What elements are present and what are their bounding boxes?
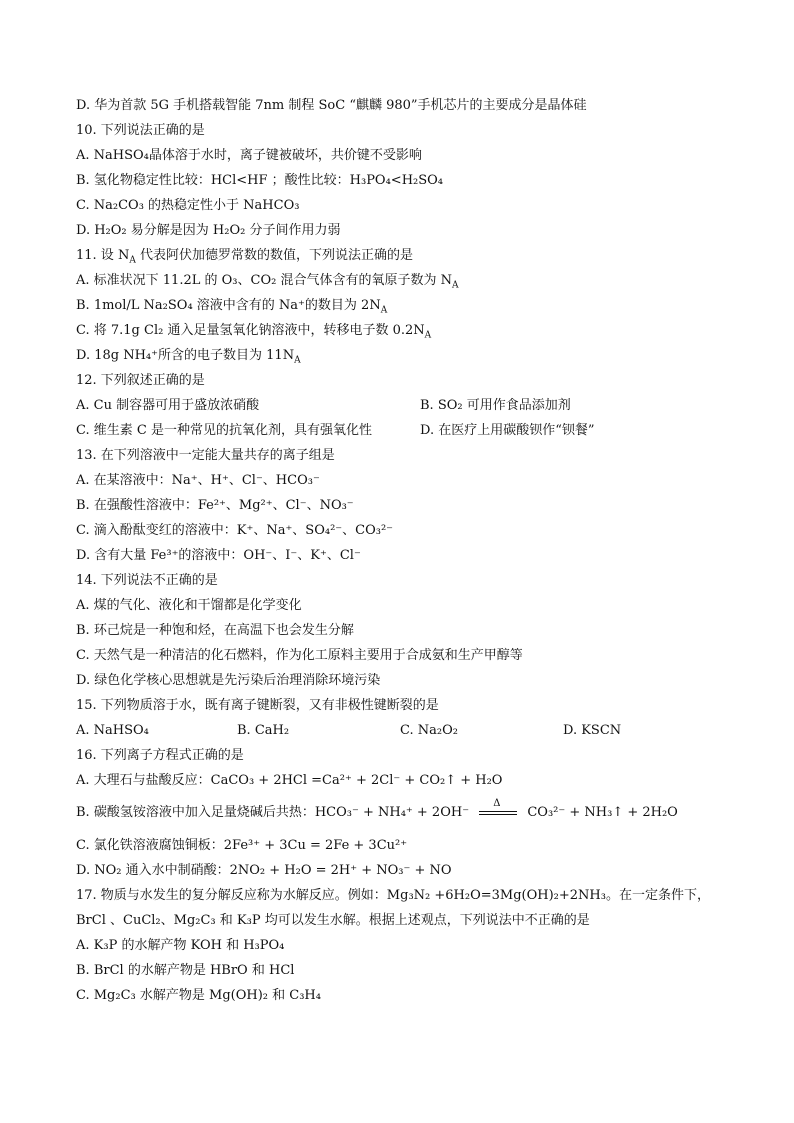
equals-bar-top	[479, 811, 517, 812]
q13-option-d: D. 含有大量 Fe³⁺的溶液中：OH⁻、I⁻、K⁺、Cl⁻	[76, 548, 361, 563]
q17-option-c: C. Mg₂C₃ 水解产物是 Mg(OH)₂ 和 C₃H₄	[76, 988, 321, 1003]
q14-option-d: D. 绿色化学核心思想就是先污染后治理消除环境污染	[76, 673, 381, 688]
q13-option-c: C. 滴入酚酞变红的溶液中：K⁺、Na⁺、SO₄²⁻、CO₃²⁻	[76, 523, 394, 538]
q12-option-d: D. 在医疗上用碳酸钡作“钡餐”	[420, 423, 595, 438]
q15-stem: 15. 下列物质溶于水，既有离子键断裂，又有非极性键断裂的是	[76, 698, 439, 713]
q10-option-d: D. H₂O₂ 易分解是因为 H₂O₂ 分子间作用力弱	[76, 223, 341, 238]
q16-option-d: D. NO₂ 通入水中制硝酸：2NO₂ + H₂O = 2H⁺ + NO₃⁻ + NO	[76, 863, 452, 878]
equals-bar-bottom	[479, 814, 517, 815]
q17-stem-line1: 17. 物质与水发生的复分解反应称为水解反应。例如：Mg₃N₂ +6H₂O=3Mg(OH)₂+2NH₃。在一定条件下，	[76, 888, 710, 903]
q16-option-b	[76, 797, 678, 821]
q13-stem: 13. 在下列溶液中一定能大量共存的离子组是	[76, 448, 335, 463]
equilibrium-heat-sign	[479, 797, 517, 820]
q16-option-a: A. 大理石与盐酸反应：CaCO₃ + 2HCl =Ca²⁺ + 2Cl⁻ + CO₂↑ + H₂O	[76, 773, 503, 788]
q14-stem: 14. 下列说法不正确的是	[76, 573, 218, 588]
q16-option-b-reactants: B. 碳酸氢铵溶液中加入足量烧碱后共热：HCO₃⁻ + NH₄⁺ + 2OH⁻	[76, 805, 470, 820]
q16-option-c: C. 氯化铁溶液腐蚀铜板：2Fe³⁺ + 3Cu = 2Fe + 3Cu²⁺	[76, 838, 408, 853]
q10-stem: 10. 下列说法正确的是	[76, 123, 205, 138]
q17-option-b: B. BrCl 的水解产物是 HBrO 和 HCl	[76, 963, 295, 978]
q12-option-a: A. Cu 制容器可用于盛放浓硝酸	[76, 398, 260, 413]
q16-stem: 16. 下列离子方程式正确的是	[76, 748, 244, 763]
q13-option-b: B. 在强酸性溶液中：Fe²⁺、Mg²⁺、Cl⁻、NO₃⁻	[76, 498, 354, 513]
q14-option-b: B. 环己烷是一种饱和烃，在高温下也会发生分解	[76, 623, 354, 638]
q12-stem: 12. 下列叙述正确的是	[76, 373, 205, 388]
q16-option-b-products: CO₃²⁻ + NH₃↑ + 2H₂O	[527, 805, 678, 820]
q10-option-a: A. NaHSO₄晶体溶于水时，离子键被破坏，共价键不受影响	[76, 148, 422, 163]
q14-option-a: A. 煤的气化、液化和干馏都是化学变化	[76, 598, 302, 613]
q10-option-b: B. 氢化物稳定性比较：HCl<HF ；酸性比较：H₃PO₄<H₂SO₄	[76, 173, 444, 188]
q17-option-a: A. K₃P 的水解产物 KOH 和 H₃PO₄	[76, 938, 285, 953]
q10-option-c: C. Na₂CO₃ 的热稳定性小于 NaHCO₃	[76, 198, 300, 213]
q11-option-b: B. 1mol/L Na₂SO₄ 溶液中含有的 Na⁺的数目为 $2N_A$	[76, 298, 388, 316]
q15-option-d: D. KSCN	[563, 723, 622, 738]
q15-option-b: B. CaH₂	[237, 723, 290, 738]
q9-option-d: D. 华为首款 5G 手机搭载智能 7nm 制程 SoC “麒麟 980”手机芯片的主要成分是晶体硅	[76, 98, 587, 113]
delta-heat-symbol: Δ	[493, 797, 501, 809]
q15-option-c: C. Na₂O₂	[400, 723, 458, 738]
q11-option-d: D. 18g NH₄⁺所含的电子数目为 $11N_A$	[76, 348, 301, 366]
q11-option-a: A. 标准状况下 11.2L 的 O₃、CO₂ 混合气体含有的氧原子数为 $N_A$	[76, 273, 459, 291]
q12-option-c: C. 维生素 C 是一种常见的抗氧化剂，具有强氧化性	[76, 423, 372, 438]
q11-option-c: C. 将 7.1g Cl₂ 通入足量氢氧化钠溶液中，转移电子数 $0.2N_A$	[76, 323, 432, 341]
q11-stem: 11. 设 $N_A$ 代表阿伏加德罗常数的数值，下列说法正确的是	[76, 248, 413, 266]
q12-option-b: B. SO₂ 可用作食品添加剂	[420, 398, 571, 413]
q17-stem-line2: BrCl 、CuCl₂、Mg₂C₃ 和 K₃P 均可以发生水解。根据上述观点，下列说法中不正确的是	[76, 913, 590, 928]
q13-option-a: A. 在某溶液中：Na⁺、H⁺、Cl⁻、HCO₃⁻	[76, 473, 320, 488]
q15-option-a: A. NaHSO₄	[76, 723, 149, 738]
q14-option-c: C. 天然气是一种清洁的化石燃料，作为化工原料主要用于合成氨和生产甲醇等	[76, 648, 523, 663]
